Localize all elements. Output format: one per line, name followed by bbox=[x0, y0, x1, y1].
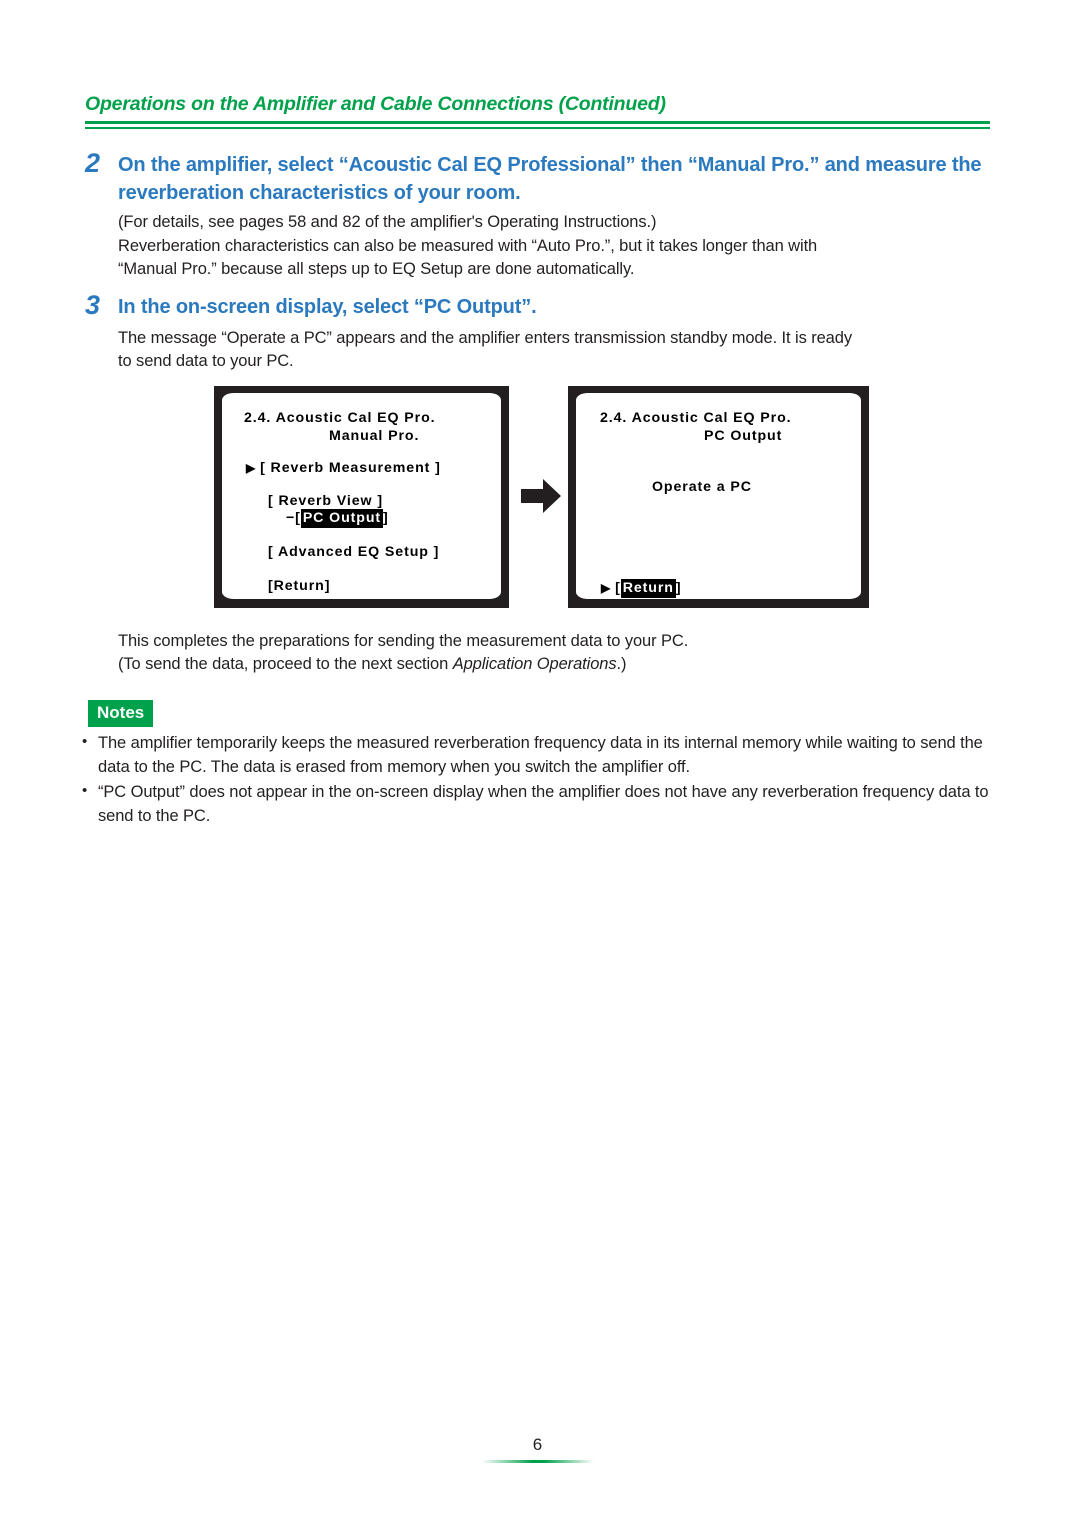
closing-line-2-prefix: (To send the data, proceed to the next section bbox=[118, 655, 453, 674]
step-2-body-line-2: Reverberation characteristics can also be measured with “Auto Pro.”, but it takes longer than with bbox=[118, 236, 818, 255]
notes-badge: Notes bbox=[88, 700, 153, 727]
osd-left-item-reverb-measurement bbox=[246, 461, 441, 475]
step-2-heading bbox=[85, 148, 990, 207]
step-3-body-line-1: The message “Operate a PC” appears and the amplifier enters transmission standby mode. It is ready bbox=[118, 328, 852, 347]
osd-left-item-pc-output bbox=[286, 511, 389, 525]
osd-left-title-line1: 2.4. Acoustic Cal EQ Pro. bbox=[244, 410, 436, 426]
closing-line-2 bbox=[118, 653, 998, 676]
osd-screen-right bbox=[568, 386, 869, 608]
closing-line-2-suffix: .) bbox=[616, 655, 627, 674]
osd-right-title-line2: PC Output bbox=[704, 428, 783, 444]
step-2 bbox=[85, 148, 990, 281]
osd-left-item-reverb-view: [ Reverb View ] bbox=[268, 493, 383, 509]
osd-right-return-prefix: [ bbox=[615, 580, 621, 596]
osd-left-highlight-suffix: ] bbox=[383, 510, 389, 526]
step-2-body bbox=[85, 211, 990, 281]
step-2-body-line-1: (For details, see pages 58 and 82 of the amplifier's Operating Instructions.) bbox=[118, 213, 657, 232]
closing-paragraph bbox=[118, 630, 998, 677]
note-item-text: The amplifier temporarily keeps the measured reverberation frequency data in its internal memory while waiting to send the data to the PC. The data is erased from memory when you switch the amplifier off. bbox=[98, 734, 983, 776]
osd-left-highlight-label: PC Output bbox=[302, 510, 382, 526]
osd-screen-left bbox=[214, 386, 509, 608]
osd-right-message: Operate a PC bbox=[652, 479, 752, 495]
osd-right-return-label: Return bbox=[622, 580, 674, 596]
page-number: 6 bbox=[532, 1435, 543, 1454]
osd-right-return-suffix: ] bbox=[675, 580, 682, 596]
header-rules bbox=[85, 121, 990, 129]
osd-figure bbox=[214, 386, 869, 608]
step-3-title: In the on-screen display, select “PC Output”. bbox=[118, 296, 537, 318]
osd-left-item-return: [Return] bbox=[268, 578, 331, 594]
arrow-right-icon bbox=[519, 476, 563, 516]
note-bullet-icon: • bbox=[82, 733, 88, 750]
osd-left-caret-icon: ▶ bbox=[246, 461, 256, 475]
step-3 bbox=[85, 290, 990, 373]
step-3-heading bbox=[85, 290, 990, 322]
osd-left-highlight-prefix: −[ bbox=[286, 510, 301, 526]
footer-rule bbox=[482, 1460, 594, 1463]
step-2-body-line-3: “Manual Pro.” because all steps up to EQ Setup are done automatically. bbox=[118, 260, 635, 279]
step-2-number: 2 bbox=[85, 148, 101, 178]
osd-left-item-advanced-eq-setup: [ Advanced EQ Setup ] bbox=[268, 544, 440, 560]
osd-right-item-return bbox=[601, 581, 681, 595]
osd-screen-right-inner bbox=[576, 393, 861, 599]
step-3-number: 3 bbox=[85, 290, 101, 320]
step-3-body bbox=[85, 327, 990, 374]
osd-left-title-line2: Manual Pro. bbox=[329, 428, 420, 444]
step-3-body-line-2: to send data to your PC. bbox=[118, 352, 294, 371]
step-2-title: On the amplifier, select “Acoustic Cal EQ Professional” then “Manual Pro.” and measure the reverberation characteristics of your room. bbox=[118, 154, 982, 204]
header-rule-thin bbox=[85, 127, 990, 129]
header-title: Operations on the Amplifier and Cable Connections (Continued) bbox=[85, 93, 666, 115]
note-item bbox=[82, 732, 992, 780]
osd-left-item-label-1: [ Reverb Measurement ] bbox=[260, 460, 441, 476]
note-item-text: “PC Output” does not appear in the on-screen display when the amplifier does not have any reverberation frequency data to send to the PC. bbox=[98, 782, 989, 825]
note-bullet-icon: • bbox=[82, 781, 88, 799]
osd-right-caret-icon: ▶ bbox=[601, 581, 611, 595]
osd-right-title-line1: 2.4. Acoustic Cal EQ Pro. bbox=[600, 410, 792, 426]
osd-screen-left-inner bbox=[222, 393, 501, 599]
note-item bbox=[82, 781, 992, 829]
closing-line-1: This completes the preparations for sending the measurement data to your PC. bbox=[118, 632, 689, 650]
page-footer bbox=[0, 1436, 1075, 1463]
header-rule-thick bbox=[85, 121, 990, 124]
closing-line-2-emphasis: Application Operations bbox=[452, 655, 617, 674]
notes-list bbox=[82, 732, 992, 830]
running-header bbox=[85, 93, 990, 129]
